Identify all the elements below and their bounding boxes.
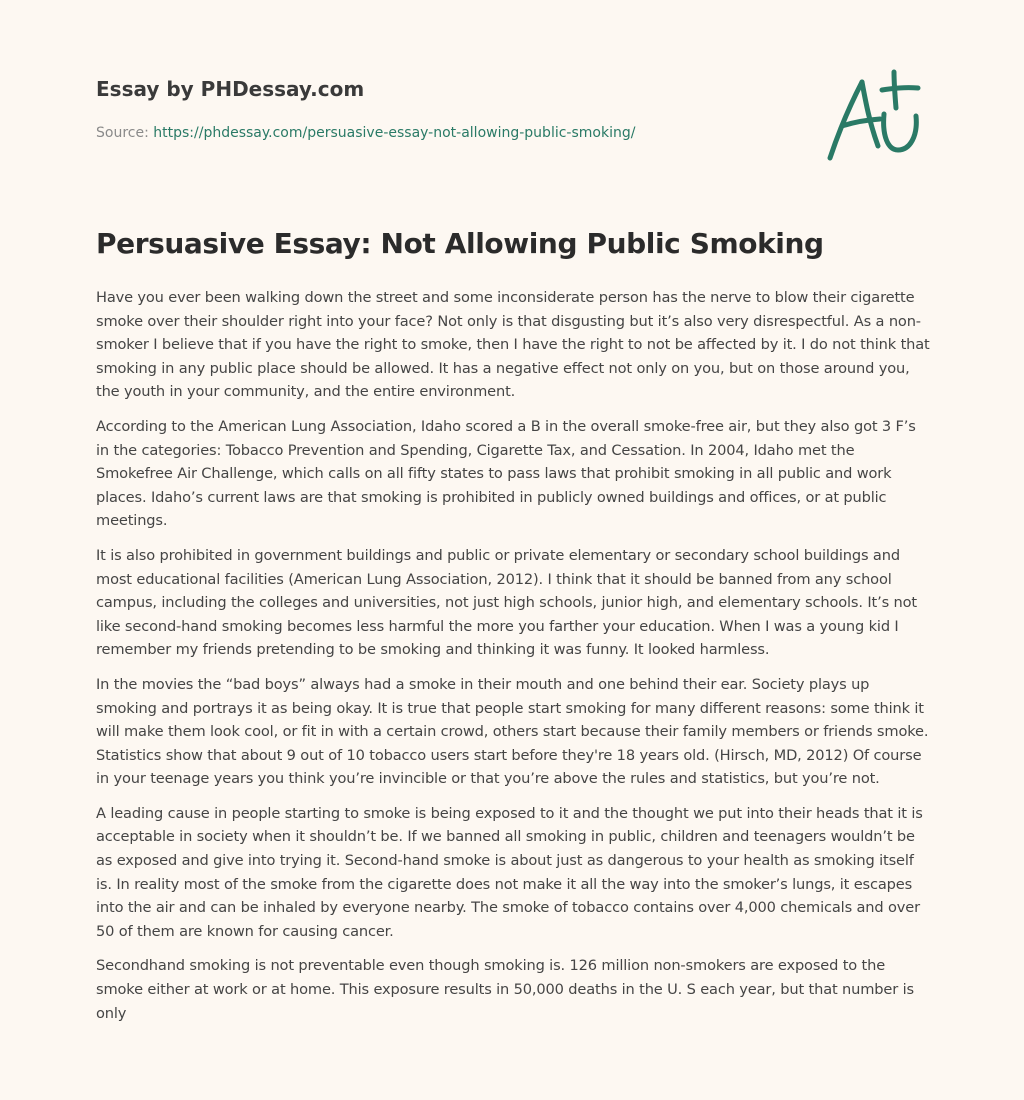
essay-paragraph-4: In the movies the “bad boys” always had a smoke in their mouth and one behind their ear. Society plays up smoking and portrays it as being okay. It is true that people start smoking for many different reasons: some think it will make them look cool, or fit in with a certain crowd, others start because their family members or friends smoke. Statistics show that about 9 out of 10 tobacco users start before they're 18 years old. (Hirsch, MD, 2012) Of course in your teenage years you think you’re invincible or that you’re above the rules and statistics, but you’re not. — [96, 675, 929, 788]
essay-paragraph-6: Secondhand smoking is not preventable even though smoking is. 126 million non-smokers are exposed to the smoke either at work or at home. This exposure results in 50,000 deaths in the U. S each year, but that number is only — [96, 957, 914, 1022]
source-label: Source: — [96, 125, 154, 141]
essay-body — [96, 286, 932, 1036]
source-line — [96, 125, 635, 141]
source-link[interactable]: https://phdessay.com/persuasive-essay-not-allowing-public-smoking/ — [153, 125, 636, 141]
site-title: Essay by PHDessay.com — [96, 77, 365, 101]
essay-paragraph-1: Have you ever been walking down the street and some inconsiderate person has the nerve to blow their cigarette smoke over their shoulder right into your face? Not only is that disgusting but it’s also very disrespectful. As a non-smoker I believe that if you have the right to smoke, then I have the right to not be affected by it. I do not think that smoking in any public place should be allowed. It has a negative effect not only on you, but on those around you, the youth in your community, and the entire environment. — [96, 289, 930, 401]
essay-paragraph-5: A leading cause in people starting to smoke is being exposed to it and the thought we put into their heads that it is acceptable in society when it shouldn’t be. If we banned all smoking in public, children and teenagers wouldn’t be as exposed and give into trying it. Second-hand smoke is about just as dangerous to your health as smoking itself is. In reality most of the smoke from the cigarette does not make it all the way into the smoker’s lungs, it escapes into the air and can be inhaled by everyone nearby. The smoke of tobacco contains over 4,000 chemicals and over 50 of them are known for causing cancer. — [96, 804, 923, 940]
essay-paragraph-2: According to the American Lung Association, Idaho scored a B in the overall smoke-free air, but they also got 3 F’s in the categories: Tobacco Prevention and Spending, Cigarette Tax, and Cessation. In 2004, Idaho met the Smokefree Air Challenge, which calls on all fifty states to pass laws that prohibit smoking in all public and work places. Idaho’s current laws are that smoking is prohibited in publicly owned buildings and offices, or at public meetings. — [96, 417, 916, 530]
a-plus-logo-icon — [818, 64, 930, 168]
essay-paragraph-3: It is also prohibited in government buildings and public or private elementary or secondary school buildings and most educational facilities (American Lung Association, 2012). I think that it should be banned from any school campus, including the colleges and universities, not just high schools, junior high, and elementary schools. It’s not like second-hand smoking becomes less harmful the more you farther your education. When I was a young kid I remember my friends pretending to be smoking and thinking it was funny. It looked harmless. — [96, 546, 917, 659]
essay-title: Persuasive Essay: Not Allowing Public Smoking — [96, 227, 824, 260]
